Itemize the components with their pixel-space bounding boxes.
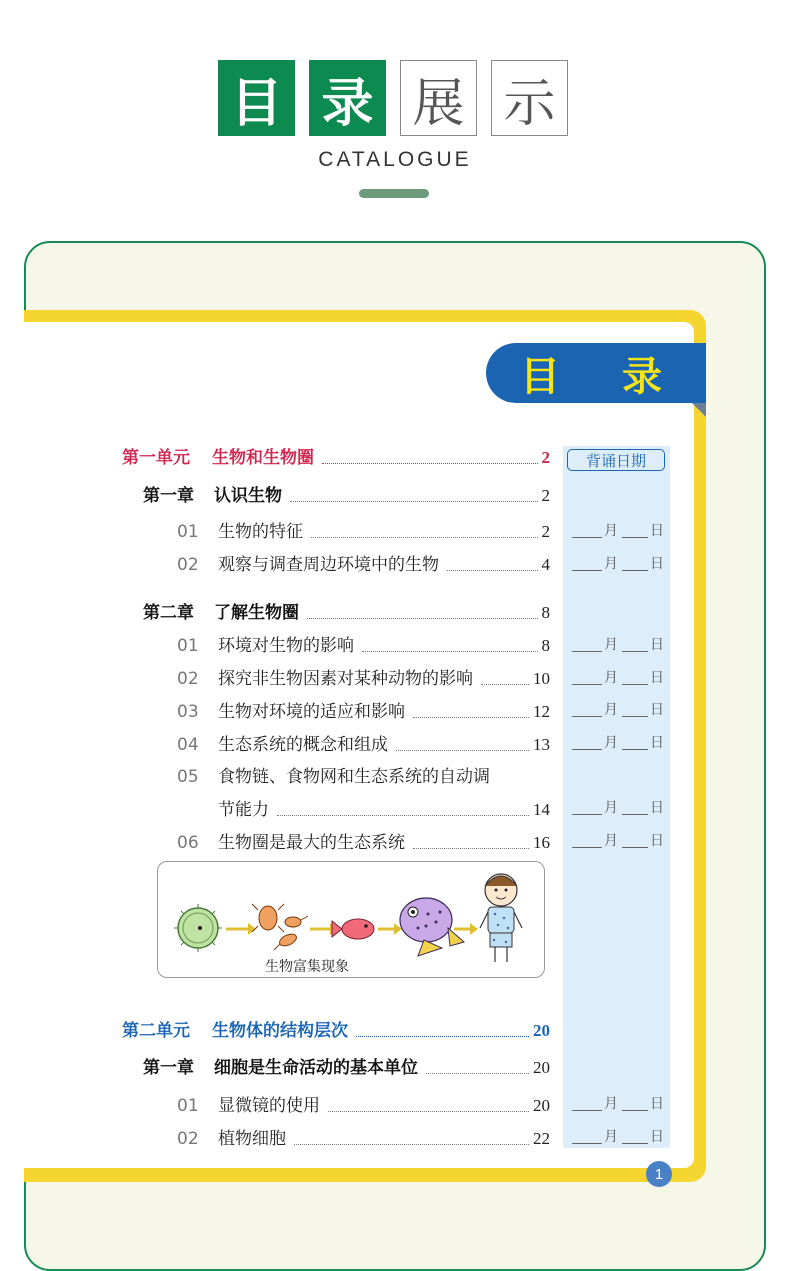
chapter-label: 第二章 — [143, 603, 194, 623]
leader-dots — [307, 618, 538, 619]
blank-line — [572, 847, 602, 848]
month-label: 月 — [604, 833, 618, 849]
toc-ribbon — [486, 343, 706, 403]
unit-title: 生物体的结构层次 — [212, 1021, 348, 1041]
leader-dots — [322, 463, 538, 464]
section-number: 02 — [177, 555, 199, 575]
unit-label: 第一单元 — [122, 448, 190, 468]
zooplankton-icon — [252, 904, 308, 950]
big-fish-icon — [400, 898, 464, 956]
blank-line — [622, 1143, 648, 1144]
date-slot[interactable] — [572, 830, 664, 850]
blank-line — [572, 570, 602, 571]
catalogue-title — [218, 60, 570, 138]
page-ref: 13 — [533, 735, 550, 754]
toc-unit-1[interactable] — [122, 443, 550, 469]
arrow-icon — [454, 923, 478, 935]
toc-chapter-2[interactable] — [143, 598, 550, 624]
chapter-title: 细胞是生命活动的基本单位 — [214, 1058, 418, 1078]
ribbon-fold — [692, 403, 706, 417]
date-column-header: 背诵日期 — [567, 449, 665, 471]
page-number-badge: 1 — [646, 1161, 672, 1187]
blank-line — [572, 814, 602, 815]
illustration-caption: 生物富集现象 — [265, 959, 349, 975]
leader-dots — [294, 1144, 529, 1145]
month-label: 月 — [604, 1129, 618, 1145]
leader-dots — [413, 848, 529, 849]
title-char-2: 录 — [309, 60, 386, 136]
section-title: 生物圈是最大的生态系统 — [218, 833, 405, 853]
page-ref: 14 — [533, 800, 550, 819]
month-label: 月 — [604, 1096, 618, 1112]
section-title-continued: 节能力 — [218, 800, 269, 820]
section-title: 观察与调查周边环境中的生物 — [218, 555, 439, 575]
blank-line — [572, 749, 602, 750]
date-slot[interactable] — [572, 553, 664, 573]
month-label: 月 — [604, 735, 618, 751]
date-slot[interactable] — [572, 1126, 664, 1146]
date-slot[interactable] — [572, 797, 664, 817]
ribbon-title: 目 录 — [520, 353, 686, 400]
blank-line — [572, 651, 602, 652]
section-title: 食物链、食物网和生态系统的自动调 — [218, 767, 490, 787]
unit-title: 生物和生物圈 — [212, 448, 314, 468]
section-title: 生物对环境的适应和影响 — [218, 702, 405, 722]
day-label: 日 — [650, 702, 664, 718]
day-label: 日 — [650, 523, 664, 539]
day-label: 日 — [650, 833, 664, 849]
page-ref: 2 — [541, 448, 550, 467]
page-ref: 20 — [533, 1096, 550, 1115]
date-slot[interactable] — [572, 1093, 664, 1113]
day-label: 日 — [650, 556, 664, 572]
page-ref: 16 — [533, 833, 550, 852]
section-number: 05 — [177, 767, 199, 787]
blank-line — [572, 716, 602, 717]
day-label: 日 — [650, 1096, 664, 1112]
page-ref: 2 — [541, 486, 550, 505]
section-number: 02 — [177, 1129, 199, 1149]
blank-line — [572, 537, 602, 538]
leader-dots — [413, 717, 529, 718]
page-ref: 12 — [533, 702, 550, 721]
chapter-title: 认识生物 — [214, 486, 282, 506]
section-number: 01 — [177, 636, 199, 656]
page-ref: 22 — [533, 1129, 550, 1148]
section-title: 探究非生物因素对某种动物的影响 — [218, 669, 473, 689]
leader-dots — [362, 651, 538, 652]
month-label: 月 — [604, 637, 618, 653]
section-title: 显微镜的使用 — [218, 1096, 320, 1116]
child-icon — [480, 874, 522, 962]
toc-chapter-1[interactable] — [143, 481, 550, 507]
blank-line — [572, 1143, 602, 1144]
section-number: 04 — [177, 735, 199, 755]
chapter-label: 第一章 — [143, 1058, 194, 1078]
arrow-icon — [378, 923, 402, 935]
page-ref: 8 — [541, 636, 550, 655]
leader-dots — [481, 684, 529, 685]
date-slot[interactable] — [572, 634, 664, 654]
date-slot[interactable] — [572, 520, 664, 540]
section-number: 01 — [177, 522, 199, 542]
algae-icon — [174, 904, 222, 952]
blank-line — [622, 570, 648, 571]
leader-dots — [426, 1073, 529, 1074]
page-ref: 20 — [533, 1058, 550, 1077]
blank-line — [622, 749, 648, 750]
toc-section[interactable] — [177, 550, 550, 576]
blank-line — [572, 1110, 602, 1111]
title-char-3: 展 — [400, 60, 477, 136]
leader-dots — [277, 815, 529, 816]
date-slot[interactable] — [572, 699, 664, 719]
section-number: 03 — [177, 702, 199, 722]
small-fish-icon — [332, 919, 374, 939]
catalogue-subtitle: CATALOGUE — [318, 148, 472, 171]
day-label: 日 — [650, 1129, 664, 1145]
toc-section[interactable] — [177, 517, 550, 543]
leader-dots — [290, 501, 538, 502]
date-slot[interactable] — [572, 732, 664, 752]
toc-section[interactable] — [177, 1091, 550, 1117]
day-label: 日 — [650, 637, 664, 653]
blank-line — [622, 814, 648, 815]
day-label: 日 — [650, 735, 664, 751]
title-char-1: 目 — [218, 60, 295, 136]
blank-line — [622, 847, 648, 848]
blank-line — [622, 651, 648, 652]
blank-line — [572, 684, 602, 685]
title-char-4: 示 — [491, 60, 568, 136]
section-title: 生态系统的概念和组成 — [218, 735, 388, 755]
chapter-label: 第一章 — [143, 486, 194, 506]
section-title: 环境对生物的影响 — [218, 636, 354, 656]
leader-dots — [328, 1111, 529, 1112]
section-number: 06 — [177, 833, 199, 853]
month-label: 月 — [604, 523, 618, 539]
toc-section[interactable] — [177, 730, 550, 756]
section-number: 01 — [177, 1096, 199, 1116]
month-label: 月 — [604, 702, 618, 718]
page-ref: 8 — [541, 603, 550, 622]
leader-dots — [356, 1036, 529, 1037]
page-ref: 2 — [541, 522, 550, 541]
arrow-icon — [226, 923, 256, 935]
toc-section[interactable] — [177, 1124, 550, 1150]
toc-unit-2[interactable] — [122, 1016, 550, 1042]
toc-unit2-chapter-1[interactable] — [143, 1053, 550, 1079]
title-underline-bar — [359, 189, 429, 198]
page-ref: 20 — [533, 1021, 550, 1040]
day-label: 日 — [650, 800, 664, 816]
section-number: 02 — [177, 669, 199, 689]
toc-section[interactable] — [177, 631, 550, 657]
chapter-title: 了解生物圈 — [214, 603, 299, 623]
blank-line — [622, 716, 648, 717]
month-label: 月 — [604, 670, 618, 686]
blank-line — [622, 537, 648, 538]
toc-section-continued[interactable] — [218, 795, 550, 821]
leader-dots — [447, 570, 538, 571]
toc-section[interactable] — [177, 697, 550, 723]
blank-line — [622, 684, 648, 685]
month-label: 月 — [604, 556, 618, 572]
toc-section[interactable] — [177, 828, 550, 854]
leader-dots — [396, 750, 529, 751]
unit-label: 第二单元 — [122, 1021, 190, 1041]
toc-section[interactable] — [177, 664, 550, 690]
page-ref: 4 — [541, 555, 550, 574]
toc-section[interactable] — [177, 762, 550, 788]
date-slot[interactable] — [572, 667, 664, 687]
month-label: 月 — [604, 800, 618, 816]
section-title: 生物的特征 — [218, 522, 303, 542]
blank-line — [622, 1110, 648, 1111]
page-ref: 10 — [533, 669, 550, 688]
leader-dots — [311, 537, 538, 538]
day-label: 日 — [650, 670, 664, 686]
section-title: 植物细胞 — [218, 1129, 286, 1149]
